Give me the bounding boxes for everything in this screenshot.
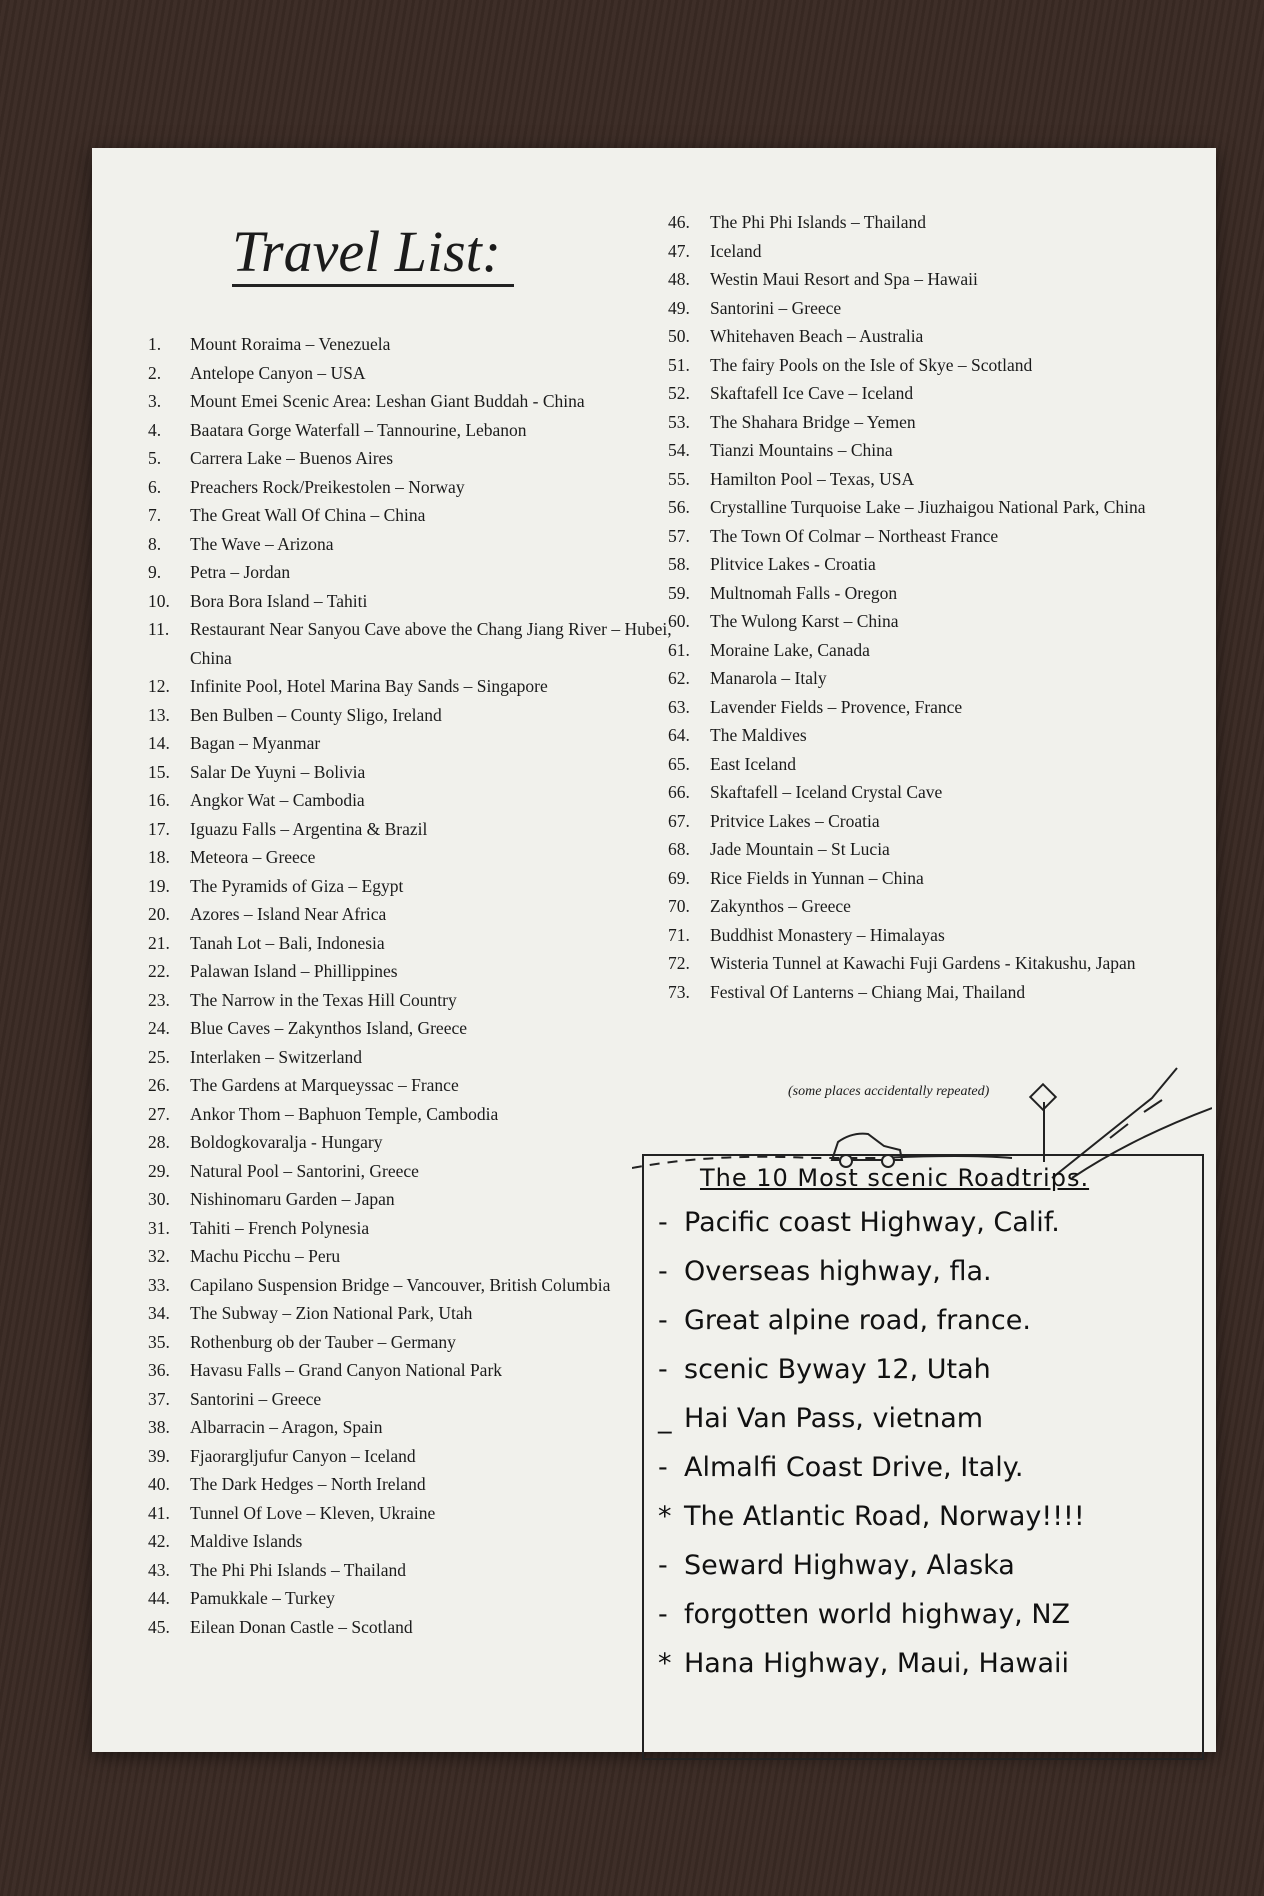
item-number: 66. — [668, 782, 690, 802]
repeat-note: (some places accidentally repeated) — [788, 1084, 990, 1099]
item-number: 4. — [148, 419, 162, 440]
item-text: The Shahara Bridge – Yemen — [710, 411, 916, 432]
item-number: 58. — [668, 554, 690, 574]
travel-list-item — [148, 1470, 708, 1499]
item-text: The fairy Pools on the Isle of Skye – Scotland — [710, 354, 1033, 375]
roadtrip-marker: * — [658, 1648, 672, 1679]
item-text: Ankor Thom – Baphuon Temple, Cambodia — [190, 1103, 499, 1124]
item-text: The Wulong Karst – China — [710, 611, 899, 631]
travel-list-item — [148, 986, 708, 1015]
travel-list-item — [668, 750, 1208, 779]
item-text: Plitvice Lakes - Croatia — [710, 554, 876, 574]
item-number: 34. — [148, 1303, 170, 1323]
item-number: 12. — [148, 676, 170, 696]
travel-list-item — [668, 807, 1208, 836]
travel-list-item — [148, 1499, 708, 1528]
item-number: 23. — [148, 989, 170, 1010]
item-text: Iguazu Falls – Argentina & Brazil — [190, 818, 428, 839]
item-number: 19. — [148, 875, 170, 896]
item-number: 45. — [148, 1616, 170, 1637]
item-number: 38. — [148, 1417, 170, 1437]
item-number: 29. — [148, 1160, 170, 1181]
item-number: 13. — [148, 704, 170, 725]
roadtrip-item — [658, 1639, 1202, 1688]
item-number: 10. — [148, 590, 170, 611]
travel-list-item — [148, 900, 708, 929]
roadtrip-text: forgotten world highway, NZ — [684, 1599, 1071, 1630]
roadtrip-text: The Atlantic Road, Norway!!!! — [684, 1501, 1085, 1532]
item-text: Fjaorargljufur Canyon – Iceland — [190, 1445, 416, 1466]
travel-list-item — [148, 1527, 708, 1556]
roadtrip-text: Almalfi Coast Drive, Italy. — [684, 1452, 1024, 1483]
travel-list-item — [148, 1584, 708, 1613]
item-number: 18. — [148, 847, 170, 867]
item-number: 33. — [148, 1274, 170, 1295]
road-sign-icon — [1030, 1084, 1055, 1162]
travel-list-item — [148, 1100, 708, 1129]
item-number: 54. — [668, 440, 690, 460]
roadtrip-text: Great alpine road, france. — [684, 1305, 1031, 1336]
item-number: 1. — [148, 334, 162, 354]
item-text: The Phi Phi Islands – Thailand — [710, 212, 926, 232]
item-number: 68. — [668, 839, 690, 859]
item-number: 71. — [668, 924, 690, 945]
travel-list-item — [148, 330, 708, 359]
page-title: Travel List: — [232, 219, 502, 284]
travel-list-right-column — [668, 208, 1208, 1006]
item-text: Baatara Gorge Waterfall – Tannourine, Lebanon — [190, 419, 527, 440]
travel-list-item — [668, 636, 1208, 665]
item-number: 40. — [148, 1474, 170, 1494]
item-text: Havasu Falls – Grand Canyon National Park — [190, 1360, 503, 1380]
item-text: Antelope Canyon – USA — [190, 362, 366, 383]
item-text: Nishinomaru Garden – Japan — [190, 1189, 395, 1209]
item-text: Bora Bora Island – Tahiti — [190, 590, 368, 611]
travel-list-item — [668, 322, 1208, 351]
travel-list-left-column — [148, 330, 708, 1641]
item-number: 27. — [148, 1103, 170, 1124]
item-number: 43. — [148, 1559, 170, 1580]
item-text: Zakynthos – Greece — [710, 896, 851, 916]
item-number: 37. — [148, 1388, 170, 1409]
travel-list-item — [668, 978, 1208, 1007]
item-text: The Wave – Arizona — [190, 533, 334, 554]
roadtrip-item — [658, 1198, 1202, 1247]
item-number: 56. — [668, 497, 690, 517]
travel-list-item — [668, 607, 1208, 636]
item-number: 3. — [148, 391, 162, 411]
travel-list-item — [668, 579, 1208, 608]
travel-list-item — [668, 408, 1208, 437]
travel-list-item — [668, 493, 1208, 522]
travel-list-item — [148, 558, 708, 587]
item-text: Multnomah Falls - Oregon — [710, 582, 898, 603]
item-text: Wisteria Tunnel at Kawachi Fuji Gardens - Kitakushu, Japan — [710, 953, 1136, 973]
roadtrip-item — [658, 1247, 1202, 1296]
item-text: Rothenburg ob der Tauber – Germany — [190, 1331, 456, 1352]
roadtrip-text: Overseas highway, fla. — [684, 1256, 992, 1287]
item-number: 70. — [668, 896, 690, 916]
item-number: 55. — [668, 468, 690, 489]
item-text: Mount Roraima – Venezuela — [190, 334, 391, 354]
item-number: 35. — [148, 1331, 170, 1352]
item-number: 60. — [668, 611, 690, 631]
roadtrip-item — [658, 1345, 1202, 1394]
item-number: 24. — [148, 1018, 170, 1038]
travel-list-item — [668, 693, 1208, 722]
roadtrip-marker: _ — [658, 1403, 672, 1434]
item-text: Pritvice Lakes – Croatia — [710, 810, 880, 831]
item-text: Tunnel Of Love – Kleven, Ukraine — [190, 1502, 436, 1523]
travel-list-item — [148, 1242, 708, 1271]
travel-list-item — [668, 892, 1208, 921]
item-text: Preachers Rock/Preikestolen – Norway — [190, 476, 465, 497]
item-text: Iceland — [710, 240, 762, 261]
item-text: Tanah Lot – Bali, Indonesia — [190, 932, 385, 953]
travel-list-item — [668, 351, 1208, 380]
item-number: 46. — [668, 212, 690, 232]
item-text: Tianzi Mountains – China — [710, 440, 893, 460]
item-text: Moraine Lake, Canada — [710, 639, 870, 660]
travel-list-item — [148, 672, 708, 701]
travel-list-item — [148, 444, 708, 473]
item-text: Natural Pool – Santorini, Greece — [190, 1160, 419, 1181]
travel-list-item — [148, 359, 708, 388]
item-text: The Maldives — [710, 725, 807, 745]
item-number: 57. — [668, 525, 690, 546]
roadtrip-text: Hana Highway, Maui, Hawaii — [684, 1648, 1070, 1679]
item-number: 2. — [148, 362, 162, 383]
item-number: 22. — [148, 961, 170, 981]
travel-list-item — [148, 501, 708, 530]
travel-list-item — [668, 265, 1208, 294]
item-text: Hamilton Pool – Texas, USA — [710, 468, 915, 489]
item-text: The Subway – Zion National Park, Utah — [190, 1303, 473, 1323]
item-number: 64. — [668, 725, 690, 745]
item-number: 44. — [148, 1588, 170, 1608]
travel-list-item — [148, 957, 708, 986]
item-text: Santorini – Greece — [710, 297, 842, 318]
roadtrip-item — [658, 1296, 1202, 1345]
item-text: The Gardens at Marqueyssac – France — [190, 1075, 459, 1095]
item-number: 32. — [148, 1246, 170, 1266]
item-number: 7. — [148, 505, 162, 525]
travel-list-item — [668, 921, 1208, 950]
item-number: 39. — [148, 1445, 170, 1466]
roadtrips-list — [644, 1198, 1202, 1688]
item-text: Buddhist Monastery – Himalayas — [710, 924, 945, 945]
item-number: 6. — [148, 476, 162, 497]
item-number: 30. — [148, 1189, 170, 1209]
item-text: Meteora – Greece — [190, 847, 316, 867]
travel-list-item — [148, 1356, 708, 1385]
travel-list-item — [668, 664, 1208, 693]
item-text: Azores – Island Near Africa — [190, 904, 387, 924]
roadtrip-marker: - — [658, 1305, 668, 1336]
item-number: 16. — [148, 790, 170, 810]
travel-list-item — [148, 1299, 708, 1328]
travel-list-item — [668, 835, 1208, 864]
travel-list-item — [148, 786, 708, 815]
roadtrip-marker: - — [658, 1550, 668, 1581]
travel-list-item — [668, 208, 1208, 237]
item-text: Interlaken – Switzerland — [190, 1046, 363, 1067]
item-text: Blue Caves – Zakynthos Island, Greece — [190, 1018, 468, 1038]
roadtrip-item — [658, 1590, 1202, 1639]
item-text: Maldive Islands — [190, 1531, 303, 1551]
travel-list-item — [148, 1214, 708, 1243]
travel-list-item — [148, 1157, 708, 1186]
item-number: 14. — [148, 733, 170, 753]
travel-list-item — [148, 416, 708, 445]
item-number: 9. — [148, 562, 162, 582]
item-number: 62. — [668, 668, 690, 688]
item-number: 73. — [668, 981, 690, 1002]
travel-list-item — [148, 1071, 708, 1100]
travel-list-item — [668, 721, 1208, 750]
item-text: Skaftafell Ice Cave – Iceland — [710, 383, 914, 403]
item-number: 17. — [148, 818, 170, 839]
travel-list-item — [148, 473, 708, 502]
item-text: Salar De Yuyni – Bolivia — [190, 761, 366, 782]
travel-list-item — [668, 949, 1208, 978]
item-text: Westin Maui Resort and Spa – Hawaii — [710, 269, 978, 289]
item-number: 8. — [148, 533, 162, 554]
item-text: The Great Wall Of China – China — [190, 505, 426, 525]
travel-list-item — [148, 387, 708, 416]
item-number: 26. — [148, 1075, 170, 1095]
travel-list-item — [148, 1128, 708, 1157]
item-text: Whitehaven Beach – Australia — [710, 326, 924, 346]
item-text: Bagan – Myanmar — [190, 733, 321, 753]
travel-list-item — [668, 550, 1208, 579]
travel-list-item — [148, 1185, 708, 1214]
roadtrip-text: scenic Byway 12, Utah — [684, 1354, 991, 1385]
roadtrip-marker: - — [658, 1256, 668, 1287]
travel-list-item — [148, 1413, 708, 1442]
roadtrip-text: Seward Highway, Alaska — [684, 1550, 1015, 1581]
item-number: 69. — [668, 867, 690, 888]
travel-list-item — [148, 929, 708, 958]
item-number: 36. — [148, 1360, 170, 1380]
travel-list-item — [148, 1385, 708, 1414]
roadtrip-text: Hai Van Pass, vietnam — [684, 1403, 984, 1434]
travel-list-item — [148, 872, 708, 901]
item-text: Pamukkale – Turkey — [190, 1588, 335, 1608]
roadtrip-item — [658, 1394, 1202, 1443]
item-text: Jade Mountain – St Lucia — [710, 839, 890, 859]
travel-list-item — [668, 379, 1208, 408]
item-number: 61. — [668, 639, 690, 660]
roadtrip-marker: - — [658, 1354, 668, 1385]
item-number: 72. — [668, 953, 690, 973]
item-number: 42. — [148, 1531, 170, 1551]
travel-list-item — [148, 729, 708, 758]
item-number: 11. — [148, 619, 170, 639]
item-number: 52. — [668, 383, 690, 403]
travel-list-item — [668, 436, 1208, 465]
item-number: 25. — [148, 1046, 170, 1067]
item-text: The Dark Hedges – North Ireland — [190, 1474, 426, 1494]
item-text: The Town Of Colmar – Northeast France — [710, 525, 999, 546]
item-text: Crystalline Turquoise Lake – Jiuzhaigou National Park, China — [710, 497, 1146, 517]
item-number: 15. — [148, 761, 170, 782]
item-text: Boldogkovaralja - Hungary — [190, 1132, 383, 1152]
item-number: 49. — [668, 297, 690, 318]
travel-list-item — [668, 522, 1208, 551]
item-text: Eilean Donan Castle – Scotland — [190, 1616, 413, 1637]
item-text: The Narrow in the Texas Hill Country — [190, 989, 457, 1010]
item-text: Tahiti – French Polynesia — [190, 1217, 370, 1238]
item-number: 50. — [668, 326, 690, 346]
item-text: Albarracin – Aragon, Spain — [190, 1417, 383, 1437]
item-text: The Pyramids of Giza – Egypt — [190, 875, 404, 896]
item-number: 31. — [148, 1217, 170, 1238]
item-text: Infinite Pool, Hotel Marina Bay Sands – Singapore — [190, 676, 548, 696]
travel-list-item — [148, 1043, 708, 1072]
item-number: 65. — [668, 753, 690, 774]
roadtrip-marker: - — [658, 1599, 668, 1630]
roadtrip-marker: - — [658, 1207, 668, 1238]
item-number: 21. — [148, 932, 170, 953]
item-number: 20. — [148, 904, 170, 924]
item-number: 67. — [668, 810, 690, 831]
travel-list-item — [148, 1014, 708, 1043]
item-text: Skaftafell – Iceland Crystal Cave — [710, 782, 943, 802]
item-number: 51. — [668, 354, 690, 375]
travel-list-sheet — [92, 148, 1216, 1752]
travel-list-item — [148, 1271, 708, 1300]
travel-list-item — [148, 530, 708, 559]
travel-list-item — [148, 587, 708, 616]
travel-list-item — [668, 465, 1208, 494]
item-text: East Iceland — [710, 753, 796, 774]
roadtrip-item — [658, 1443, 1202, 1492]
roadtrip-text: Pacific coast Highway, Calif. — [684, 1207, 1060, 1238]
item-text: Festival Of Lanterns – Chiang Mai, Thailand — [710, 981, 1026, 1002]
travel-list-item — [148, 701, 708, 730]
item-number: 5. — [148, 448, 162, 468]
travel-list-item — [148, 1442, 708, 1471]
travel-list-item — [148, 758, 708, 787]
item-number: 59. — [668, 582, 690, 603]
roadtrip-marker: - — [658, 1452, 668, 1483]
item-text: Santorini – Greece — [190, 1388, 322, 1409]
item-number: 63. — [668, 696, 690, 717]
item-text: Rice Fields in Yunnan – China — [710, 867, 924, 888]
item-text: Capilano Suspension Bridge – Vancouver, British Columbia — [190, 1274, 611, 1295]
travel-list-item — [668, 778, 1208, 807]
item-text: Manarola – Italy — [710, 668, 827, 688]
roadtrip-marker: * — [658, 1501, 672, 1532]
travel-list-item — [148, 1328, 708, 1357]
travel-list-item — [148, 1613, 708, 1642]
roadtrips-title: The 10 Most scenic Roadtrips. — [700, 1164, 1090, 1192]
travel-list-item — [148, 615, 708, 672]
travel-list-item — [148, 815, 708, 844]
travel-list-item — [668, 237, 1208, 266]
item-text: Ben Bulben – County Sligo, Ireland — [190, 704, 442, 725]
item-text: Angkor Wat – Cambodia — [190, 790, 365, 810]
item-text: Carrera Lake – Buenos Aires — [190, 448, 394, 468]
roadtrips-box — [642, 1154, 1204, 1760]
item-text: Mount Emei Scenic Area: Leshan Giant Buddah - China — [190, 391, 585, 411]
item-number: 48. — [668, 269, 690, 289]
item-text: Machu Picchu – Peru — [190, 1246, 341, 1266]
item-text: Petra – Jordan — [190, 562, 291, 582]
item-number: 28. — [148, 1132, 170, 1152]
travel-list-item — [148, 1556, 708, 1585]
item-text: Palawan Island – Phillippines — [190, 961, 398, 981]
item-number: 41. — [148, 1502, 170, 1523]
travel-list-item — [668, 864, 1208, 893]
item-text: Lavender Fields – Provence, France — [710, 696, 963, 717]
item-number: 53. — [668, 411, 690, 432]
travel-list-item — [148, 843, 708, 872]
roadtrip-item — [658, 1492, 1202, 1541]
item-number: 47. — [668, 240, 690, 261]
roadtrip-item — [658, 1541, 1202, 1590]
travel-list-item — [668, 294, 1208, 323]
title-underline — [232, 284, 514, 287]
item-text: The Phi Phi Islands – Thailand — [190, 1559, 406, 1580]
item-text: Restaurant Near Sanyou Cave above the Chang Jiang River – Hubei, China — [190, 619, 672, 668]
